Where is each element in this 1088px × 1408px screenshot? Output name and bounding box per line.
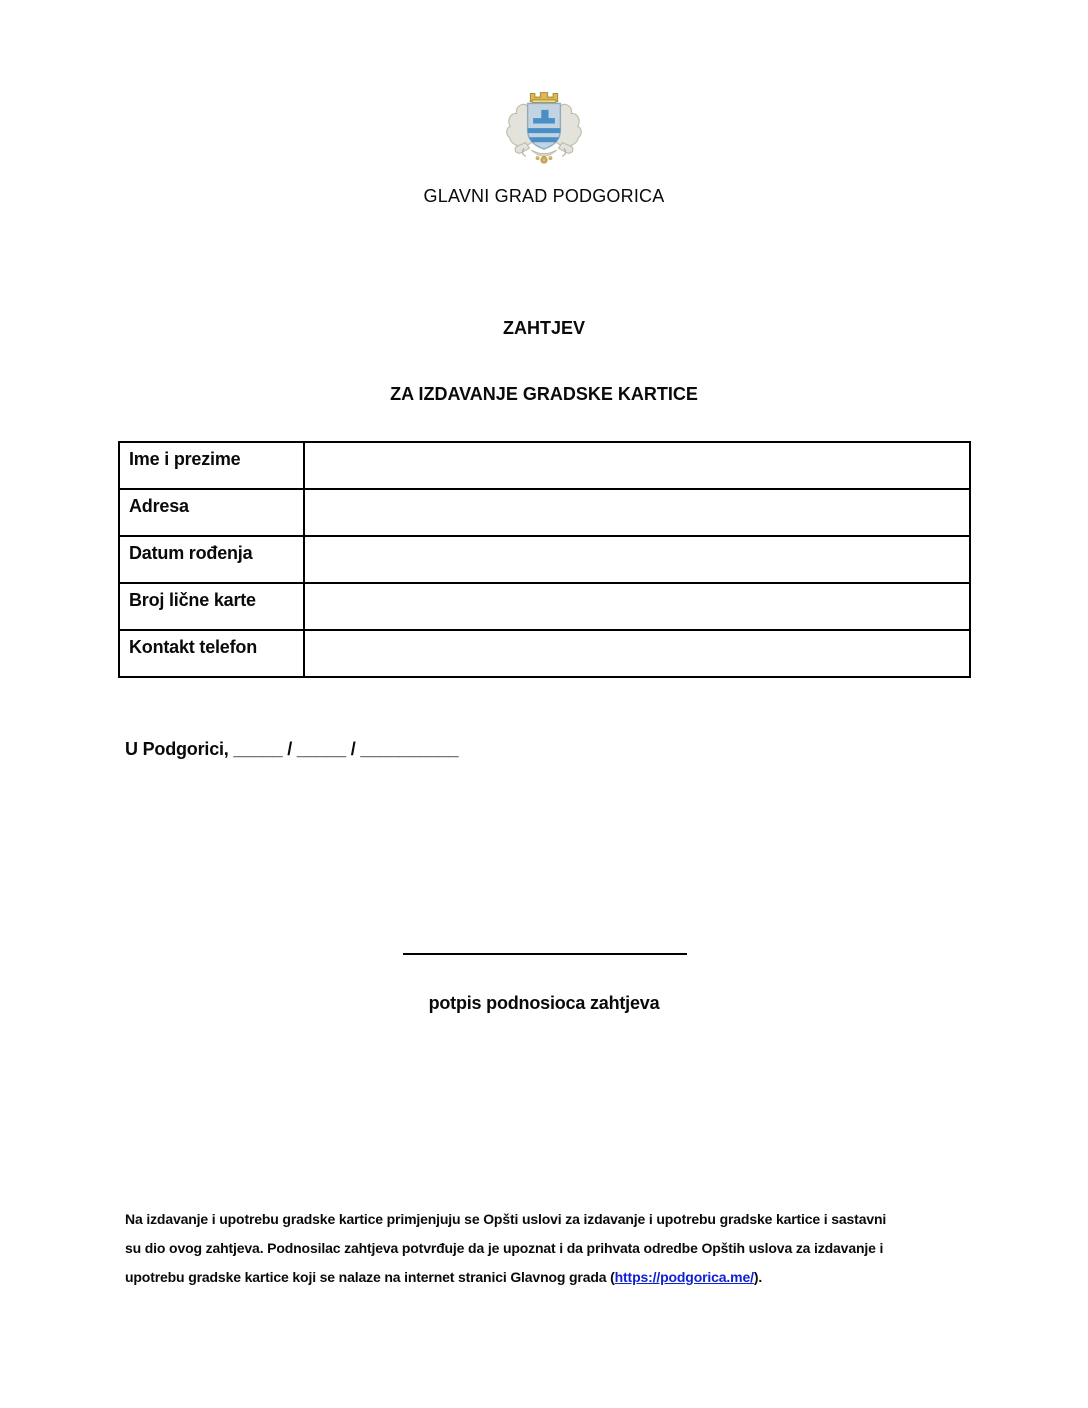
field-label-datum-rodjenja: Datum rođenja <box>119 536 304 583</box>
terms-line-3-text: upotrebu gradske kartice koji se nalaze na internet stranici Glavnog grada ( <box>125 1269 615 1285</box>
podgorica-coat-of-arms-icon <box>498 88 590 170</box>
org-name: GLAVNI GRAD PODGORICA <box>423 186 665 206</box>
terms-line-1: Na izdavanje i upotrebu gradske kartice primjenjuju se Opšti uslovi za izdavanje i upotrebu gradske kartice i sastavni <box>125 1211 887 1227</box>
application-form-table <box>118 441 971 678</box>
signature-line <box>403 953 687 955</box>
date-place-line: U Podgorici, _____ / _____ / __________ <box>125 739 459 759</box>
field-value-datum-rodjenja <box>304 536 970 583</box>
terms-line-3-end: ). <box>753 1269 763 1285</box>
field-label-broj-licne-karte: Broj lične karte <box>119 583 304 630</box>
table-row-broj-licne-karte <box>119 583 970 630</box>
terms-line-2: su dio ovog zahtjeva. Podnosilac zahtjeva potvrđuje da je upoznat i da prihvata odredbe Opštih uslova za izdavanje i <box>125 1240 884 1256</box>
field-label-kontakt-telefon: Kontakt telefon <box>119 630 304 677</box>
document-subtitle: ZA IZDAVANJE GRADSKE KARTICE <box>390 384 698 404</box>
table-row-adresa <box>119 489 970 536</box>
table-row-datum-rodjenja <box>119 536 970 583</box>
field-label-ime-i-prezime: Ime i prezime <box>119 442 304 489</box>
terms-line-3 <box>125 1263 975 1292</box>
table-row-ime-i-prezime <box>119 442 970 489</box>
field-value-broj-licne-karte <box>304 583 970 630</box>
table-row-kontakt-telefon <box>119 630 970 677</box>
field-value-ime-i-prezime <box>304 442 970 489</box>
document-title: ZAHTJEV <box>502 318 585 338</box>
field-value-adresa <box>304 489 970 536</box>
signature-caption: potpis podnosioca zahtjeva <box>428 993 660 1013</box>
podgorica-website-link[interactable]: https://podgorica.me/ <box>614 1269 754 1285</box>
field-value-kontakt-telefon <box>304 630 970 677</box>
field-label-adresa: Adresa <box>119 489 304 536</box>
terms-note <box>125 1205 975 1292</box>
